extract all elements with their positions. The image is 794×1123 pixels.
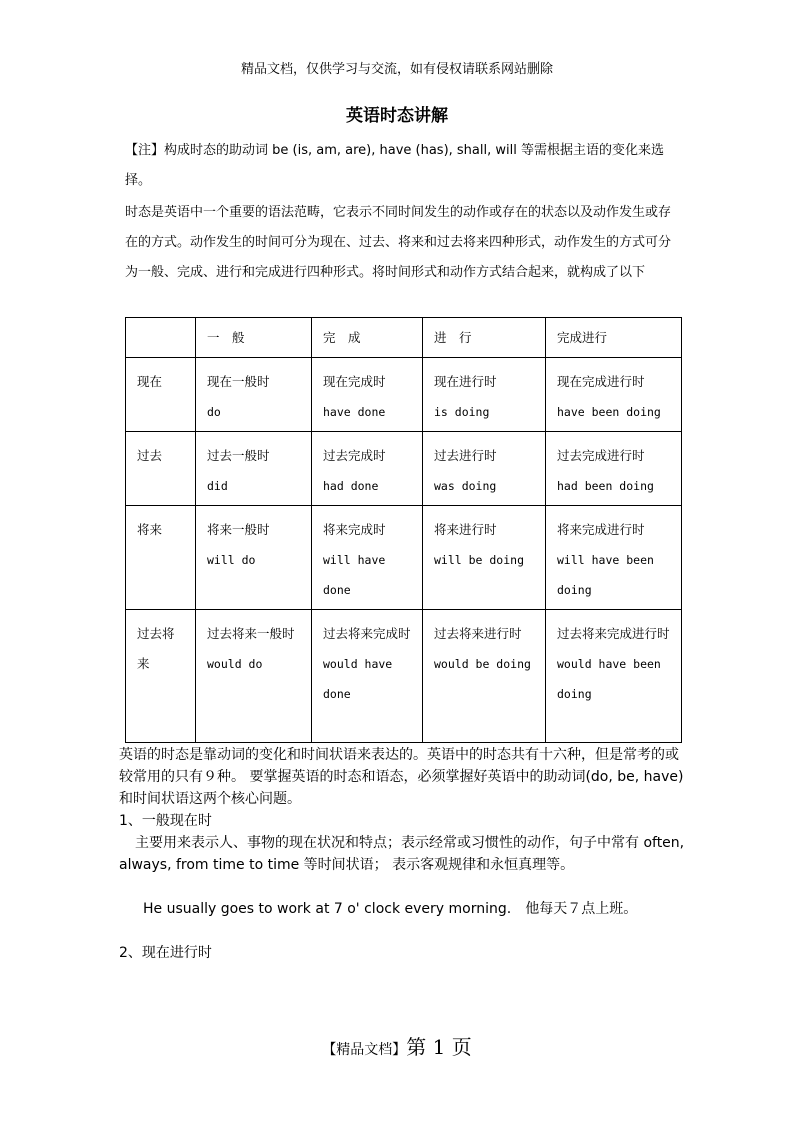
tense-name: 现在完成进行时	[557, 374, 645, 389]
tense-name: 过去将来完成进行时	[557, 626, 670, 641]
table-cell	[546, 432, 682, 506]
tense-name: 将来完成进行时	[557, 522, 645, 537]
table-cell	[196, 506, 312, 610]
column-header: 一 般	[196, 318, 312, 358]
tense-form: have done	[323, 405, 386, 419]
table-cell	[196, 432, 312, 506]
table-cell	[312, 506, 423, 610]
table-cell	[423, 432, 546, 506]
footer-label: 【精品文档】	[322, 1042, 407, 1058]
table-row	[126, 506, 682, 610]
tense-name: 过去进行时	[434, 448, 497, 463]
tense-name: 现在完成时	[323, 374, 386, 389]
tense-form: had done	[323, 479, 379, 493]
tense-name: 现在进行时	[434, 374, 497, 389]
tense-form: have been doing	[557, 405, 661, 419]
tense-name: 将来进行时	[434, 522, 497, 537]
table-corner	[126, 318, 196, 358]
page-number: 第 1 页	[406, 1035, 472, 1059]
column-header: 进 行	[423, 318, 546, 358]
tense-name: 过去将来进行时	[434, 626, 522, 641]
table-cell	[196, 358, 312, 432]
tense-form: will have done	[323, 553, 386, 597]
tense-name: 过去将来完成时	[323, 626, 411, 641]
section-heading: 2、现在进行时	[119, 945, 212, 961]
table-cell	[312, 432, 423, 506]
tense-form: would have done	[323, 657, 393, 701]
watermark-header: 精品文档，仅供学习与交流，如有侵权请联系网站删除	[240, 62, 553, 77]
column-header: 完成进行	[546, 318, 682, 358]
body-paragraph: 英语的时态是靠动词的变化和时间状语来表达的。英语中的时态共有十六种，但是常考的或较常用的只有９种。 要掌握英语的时态和语态，必须掌握好英语中的助动词(do, be, have)和时间状语这两个核心问题。	[119, 747, 684, 807]
tense-form: is doing	[434, 405, 490, 419]
tense-name: 过去将来一般时	[207, 626, 295, 641]
tense-form: do	[207, 405, 221, 419]
tense-form: will have been doing	[557, 553, 654, 597]
table-cell	[423, 610, 546, 743]
tense-table	[125, 317, 682, 743]
row-header: 过去	[126, 432, 196, 506]
note-paragraph: 【注】构成时态的助动词 be (is, am, are), have (has), shall, will 等需根据主语的变化来选择。	[125, 143, 664, 188]
tense-form: did	[207, 479, 228, 493]
table-header-row	[126, 318, 682, 358]
tense-form: would be doing	[434, 657, 531, 671]
tense-form: was doing	[434, 479, 497, 493]
table-cell	[423, 358, 546, 432]
table-cell	[312, 358, 423, 432]
tense-form: would have been doing	[557, 657, 661, 701]
tense-name: 将来完成时	[323, 522, 386, 537]
column-header: 完 成	[312, 318, 423, 358]
row-header: 过去将来	[126, 610, 196, 743]
section-heading: 1、一般现在时	[119, 813, 212, 829]
row-header: 现在	[126, 358, 196, 432]
table-cell	[312, 610, 423, 743]
row-header: 将来	[126, 506, 196, 610]
tense-name: 现在一般时	[207, 374, 270, 389]
table-row	[126, 610, 682, 743]
table-row	[126, 358, 682, 432]
tense-name: 过去一般时	[207, 448, 270, 463]
intro-paragraph: 时态是英语中一个重要的语法范畴，它表示不同时间发生的动作或存在的状态以及动作发生或存在的方式。动作发生的时间可分为现在、过去、将来和过去将来四种形式，动作发生的方式可分为一般、完成、进行和完成进行四种形式。将时间形式和动作方式结合起来，就构成了以下	[125, 205, 672, 280]
table-cell	[196, 610, 312, 743]
tense-name: 将来一般时	[207, 522, 270, 537]
table-cell	[546, 358, 682, 432]
example-sentence: He usually goes to work at 7 o' clock every morning. 他每天７点上班。	[143, 901, 638, 917]
table-cell	[546, 506, 682, 610]
table-cell	[423, 506, 546, 610]
tense-name: 过去完成时	[323, 448, 386, 463]
page-footer	[0, 1031, 794, 1060]
tense-form: will be doing	[434, 553, 525, 567]
body-paragraph: 主要用来表示人、事物的现在状况和特点；表示经常或习惯性的动作，句子中常有 often, always, from time to time 等时间状语； 表示客观规律和永恒真理等。	[119, 835, 685, 873]
tense-name: 过去完成进行时	[557, 448, 645, 463]
tense-form: would do	[207, 657, 263, 671]
table-cell	[546, 610, 682, 743]
tense-form: had been doing	[557, 479, 654, 493]
table-row	[126, 432, 682, 506]
page-title: 英语时态讲解	[346, 106, 448, 126]
tense-form: will do	[207, 553, 256, 567]
